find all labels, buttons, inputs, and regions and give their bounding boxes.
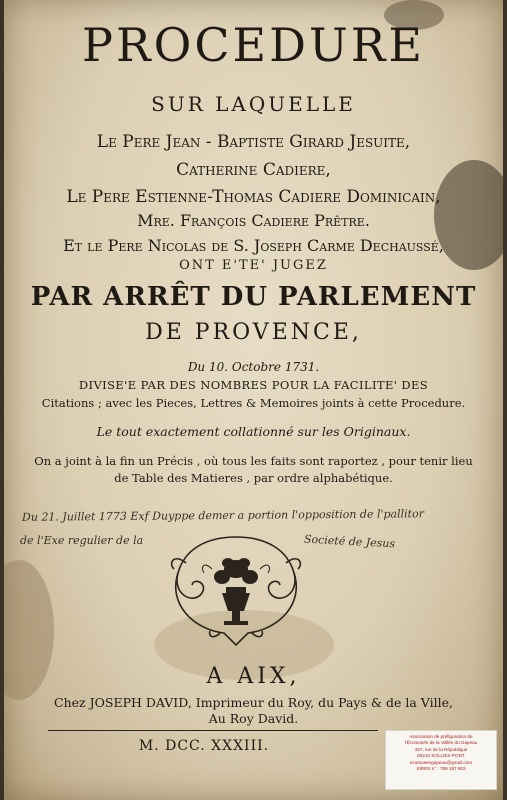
- person-line: Et le Pere Nicolas de S. Joseph Carme Dechaussé,: [63, 236, 444, 255]
- title-page: [4, 0, 503, 800]
- person-line: Le Pere Jean - Baptiste Girard Jesuite,: [96, 132, 411, 152]
- person-line: Mre. François Cadiere Prêtre.: [137, 211, 370, 230]
- handwritten-note: de l'Exe regulier de la: [20, 534, 144, 547]
- stamp-line: Association de préfiguration de: [409, 734, 473, 739]
- stamp-line: l'Écomusée de la Vallée du Gapeau: [404, 740, 478, 746]
- person-line: Le Pere Estienne-Thomas Cadiere Dominicain,: [66, 187, 441, 207]
- precis-note: de Table des Matieres , par ordre alphabétique.: [114, 471, 393, 485]
- divider-rule: [48, 730, 378, 731]
- stamp-line: ecomuseegapeau@gmail.com: [409, 759, 473, 765]
- printer-line: Chez JOSEPH DAVID, Imprimeur du Roy, du Pays & de la Ville,: [54, 695, 453, 710]
- judgement-date: Du 10. Octobre 1731.: [187, 360, 320, 374]
- ont-ete-jugez: ONT E'TE' JUGEZ: [179, 258, 328, 273]
- handwritten-note: Societé de Jesus: [303, 532, 396, 551]
- precis-note: On a joint à la fin un Précis , où tous les faits sont raportez , pour tenir lieu: [34, 454, 473, 468]
- handwritten-note: Du 21. Juillet 1773 Exf Duyppe demer a portion l'opposition de l'pallitor: [21, 507, 425, 524]
- museum-stamp: [385, 730, 497, 790]
- stamp-line: 347, rue de la République: [414, 746, 468, 752]
- divise-line: DIVISE'E PAR DES NOMBRES POUR LA FACILITE' DES: [78, 378, 429, 392]
- imprint-city: A AIX,: [206, 664, 301, 689]
- printer-line: Au Roy David.: [208, 711, 299, 726]
- stamp-line: 83210 SOLLIES-PONT: [417, 753, 465, 759]
- arret-heading: PAR ARRÊT DU PARLEMENT: [30, 282, 477, 312]
- floral-vignette-icon: [164, 533, 309, 648]
- page-subtitle: SUR LAQUELLE: [151, 92, 356, 116]
- publication-year: M. DCC. XXXIII.: [138, 738, 270, 754]
- stamp-line: SIREN n° : 789 187 803: [416, 766, 466, 772]
- divise-line: Citations ; avec les Pieces, Lettres & Memoires joints à cette Procedure.: [41, 396, 466, 410]
- collation-note: Le tout exactement collationné sur les Originaux.: [96, 424, 411, 439]
- provence-heading: DE PROVENCE,: [145, 320, 362, 345]
- page-title: PROCEDURE: [82, 18, 425, 72]
- person-line: Catherine Cadiere,: [176, 160, 331, 180]
